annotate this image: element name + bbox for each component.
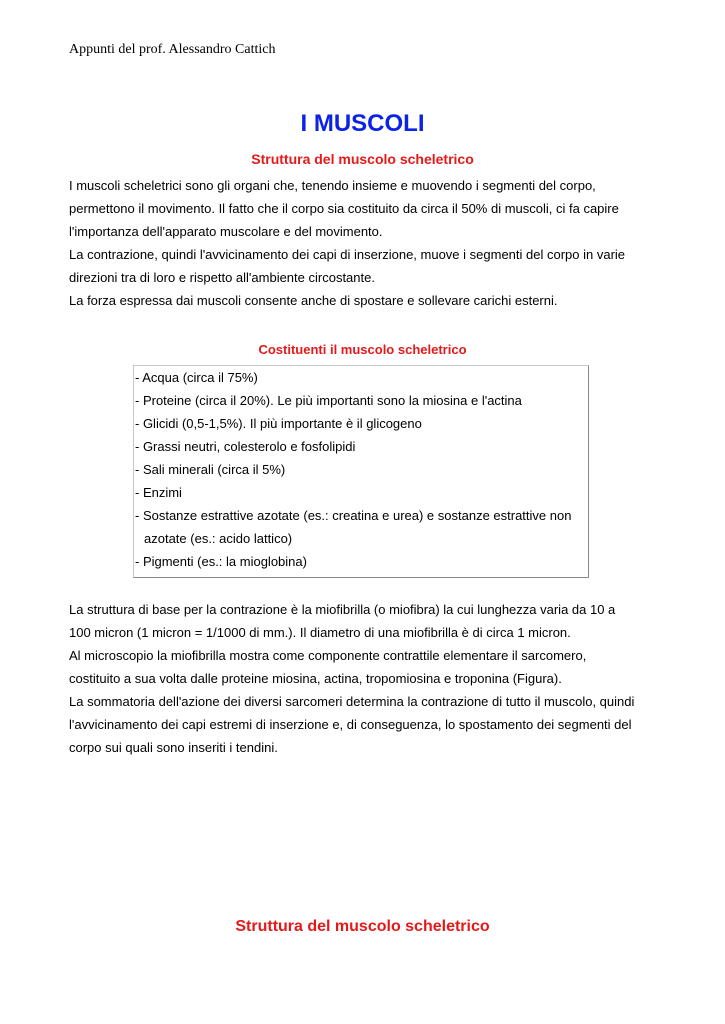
section-heading-structure-2: Struttura del muscolo scheletrico: [235, 918, 490, 935]
text-line: La contrazione, quindi l'avvicinamento dei capi di inserzione, muove i segmenti del corpo in varie: [69, 247, 626, 262]
intro-paragraph: [69, 174, 659, 312]
text-line: 100 micron (1 micron = 1/1000 di mm.). Il diametro di una miofibrilla è di circa 1 micron.: [69, 625, 571, 640]
text-line: permettono il movimento. Il fatto che il corpo sia costituito da circa il 50% di muscoli, ci fa capire: [69, 201, 619, 216]
list-item: - Sali minerali (circa il 5%): [135, 462, 286, 477]
list-item-continuation: azotate (es.: acido lattico): [144, 531, 293, 546]
list-item: - Enzimi: [135, 485, 182, 500]
text-line: La struttura di base per la contrazione è la miofibrilla (o miofibra) la cui lunghezza varia da 10 a: [69, 602, 616, 617]
section-heading-constituents: Costituenti il muscolo scheletrico: [258, 342, 467, 357]
text-line: l'avvicinamento dei capi estremi di inserzione e, di conseguenza, lo spostamento dei segmenti del: [69, 717, 632, 732]
text-line: Al microscopio la miofibrilla mostra come componente contrattile elementare il sarcomero,: [69, 648, 587, 663]
text-line: corpo sui quali sono inseriti i tendini.: [69, 740, 278, 755]
list-item: - Pigmenti (es.: la mioglobina): [135, 554, 307, 569]
text-line: l'importanza dell'apparato muscolare e del movimento.: [69, 224, 383, 239]
text-line: La sommatoria dell'azione dei diversi sarcomeri determina la contrazione di tutto il muscolo, quindi: [69, 694, 635, 709]
header-author: Appunti del prof. Alessandro Cattich: [69, 42, 276, 57]
page-title: I MUSCOLI: [300, 110, 425, 137]
section-heading-structure: Struttura del muscolo scheletrico: [251, 151, 474, 167]
text-line: La forza espressa dai muscoli consente anche di spostare e sollevare carichi esterni.: [69, 293, 558, 308]
text-line: I muscoli scheletrici sono gli organi che, tenendo insieme e muovendo i segmenti del corpo,: [69, 178, 596, 193]
list-item: - Proteine (circa il 20%). Le più importanti sono la miosina e l'actina: [135, 393, 522, 408]
list-item: - Acqua (circa il 75%): [135, 370, 258, 385]
text-line: direzioni tra di loro e rispetto all'ambiente circostante.: [69, 270, 375, 285]
text-line: costituito a sua volta dalle proteine miosina, actina, tropomiosina e troponina (Figura).: [69, 671, 562, 686]
constituents-table: [133, 365, 589, 578]
list-item: - Grassi neutri, colesterolo e fosfolipidi: [135, 439, 356, 454]
list-item: - Sostanze estrattive azotate (es.: creatina e urea) e sostanze estrattive non: [135, 508, 572, 523]
list-item: - Glicidi (0,5-1,5%). Il più importante è il glicogeno: [135, 416, 422, 431]
myofibril-paragraph: [69, 598, 659, 759]
